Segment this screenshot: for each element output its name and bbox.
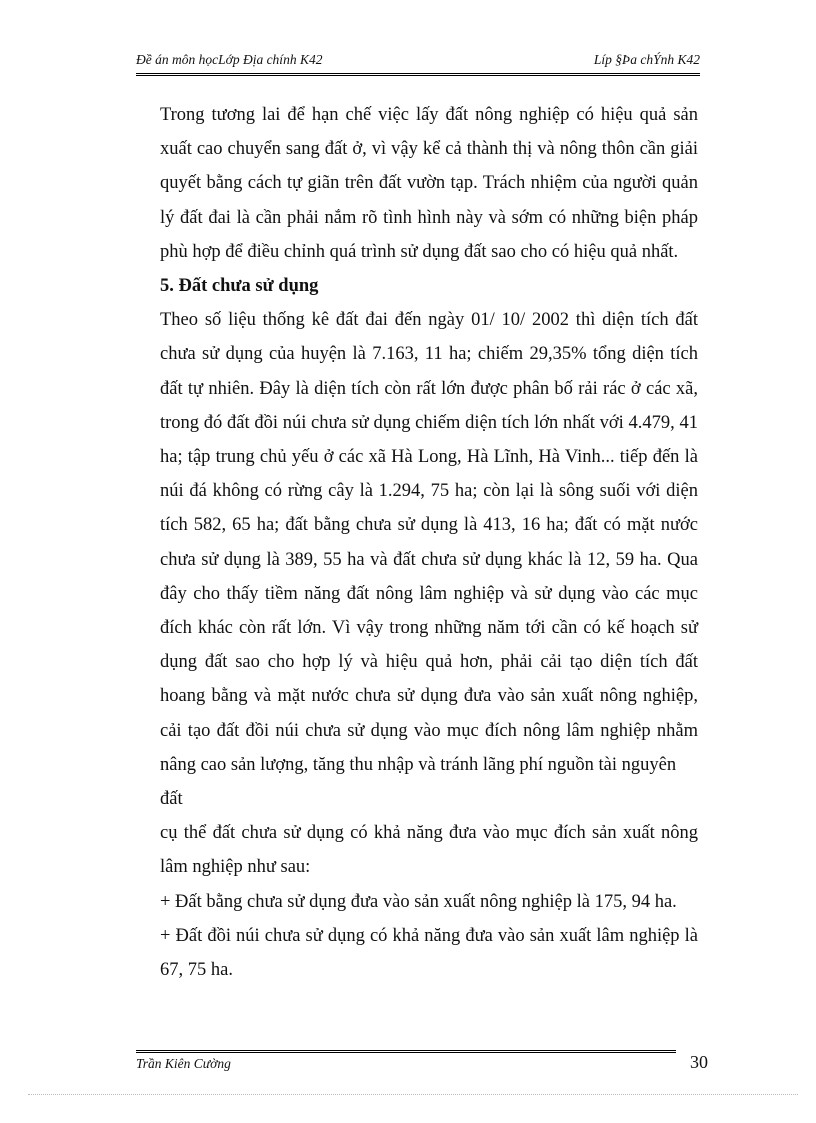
page-header — [136, 52, 700, 72]
header-divider — [136, 73, 700, 76]
page-body — [160, 98, 698, 987]
footer-divider — [136, 1050, 676, 1053]
paragraph-potential-use: cụ thể đất chưa sử dụng có khả năng đưa vào mục đích sản xuất nông lâm nghiệp như sau: — [160, 823, 698, 878]
bullet-flat-land: + Đất bằng chưa sử dụng đưa vào sản xuất nông nghiệp là 175, 94 ha. — [160, 891, 677, 912]
page-bottom-dotted-line — [28, 1094, 798, 1095]
header-course-title: Đề án môn họcLớp Địa chính K42 — [136, 52, 323, 67]
paragraph-orphan-word: đất — [160, 789, 183, 810]
header-class-name: Líp §Þa chÝnh K42 — [593, 52, 700, 67]
paragraph-land-use-future: Trong tương lai để hạn chế việc lấy đất nông nghiệp có hiệu quả sản xuất cao chuyển sang đất ở, vì vậy kể cả thành thị và nông thôn cần giải quyết bằng cách tự giãn trên đất vườn tạp. Trách nhiệm của người quản lý đất đai là cần phải nắm rõ tình hình này và sớm có những biện pháp phù hợp để điều chỉnh quá trình sử dụng đất sao cho có hiệu quả nhất. — [160, 105, 698, 262]
paragraph-unused-land-stats: Theo số liệu thống kê đất đai đến ngày 01/ 10/ 2002 thì diện tích đất chưa sử dụng của huyện là 7.163, 11 ha; chiếm 29,35% tổng diện tích đất tự nhiên. Đây là diện tích còn rất lớn được phân bố rải rác ở các xã, trong đó đất đồi núi chưa sử dụng chiếm diện tích lớn nhất với 4.479, 41 ha; tập trung chủ yếu ở các xã Hà Long, Hà Lĩnh, Hà Vinh... tiếp đến là núi đá không có rừng cây là 1.294, 75 ha; còn lại là sông suối với diện tích 582, 65 ha; đất bằng chưa sử dụng là 413, 16 ha; đất có mặt nước chưa sử dụng là 389, 55 ha và đất chưa sử dụng khác là 12, 59 ha. Qua đây cho thấy tiềm năng đất nông lâm nghiệp và sử dụng vào các mục đích khác còn rất lớn. Vì vậy trong những năm tới cần có kế hoạch sử dụng đất sao cho hợp lý và hiệu quả hơn, phải cải tạo diện tích đất hoang bằng và mặt nước chưa sử dụng đưa vào sản xuất nông nghiệp, cải tạo đất đồi núi chưa sử dụng vào mục đích nông lâm nghiệp nhằm nâng cao sản lượng, tăng thu nhập và tránh lãng phí nguồn tài nguyên — [160, 310, 698, 775]
footer-author: Trần Kiên Cường — [136, 1056, 231, 1071]
page-number: 30 — [690, 1052, 708, 1072]
bullet-hill-land: + Đất đồi núi chưa sử dụng có khả năng đưa vào sản xuất lâm nghiệp là 67, 75 ha. — [160, 925, 698, 981]
section-heading: 5. Đất chưa sử dụng — [160, 276, 319, 297]
